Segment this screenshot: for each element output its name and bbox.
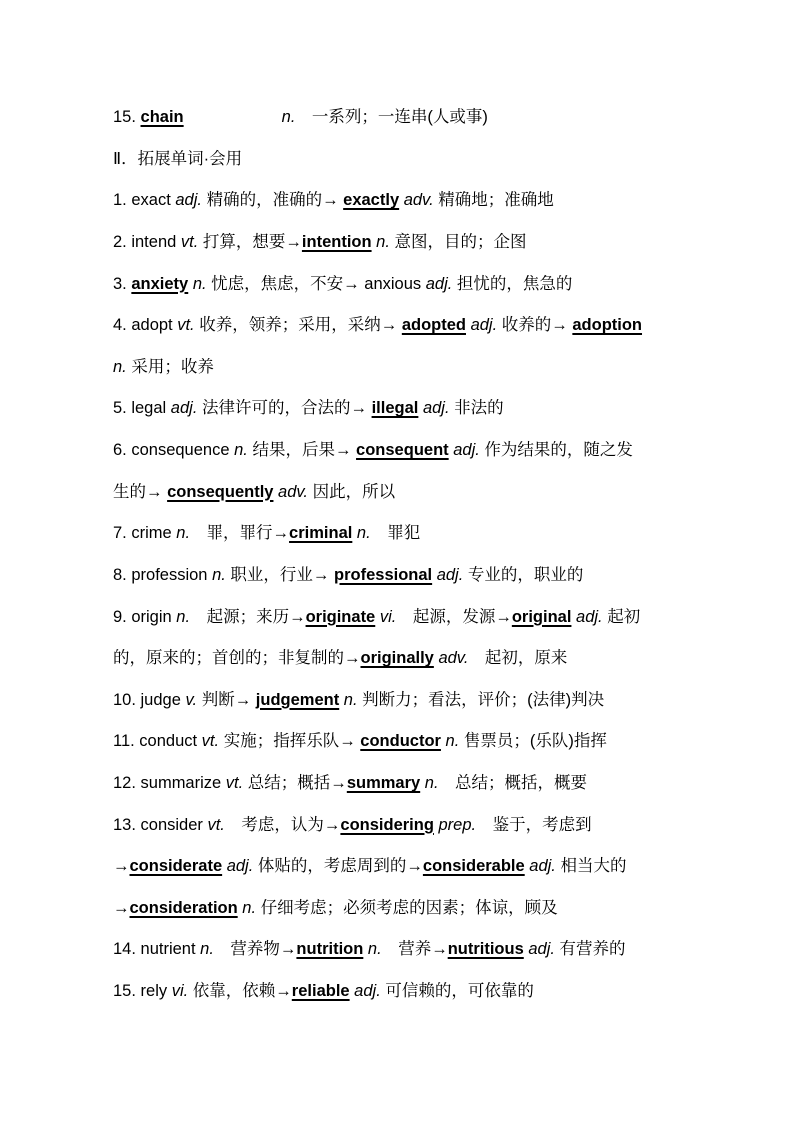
entry-text: 精确的，准确的→ xyxy=(201,191,344,210)
entry-text: 起初，原来 xyxy=(468,649,568,668)
entry-text: 3. xyxy=(113,274,132,293)
entry-text: 7. crime xyxy=(113,524,172,543)
vocab-entry-list xyxy=(113,180,773,1012)
part-of-speech: n. xyxy=(229,441,248,460)
vocab-line xyxy=(113,305,773,347)
entry-text: 依靠，依赖→ xyxy=(188,981,292,1000)
vocab-line xyxy=(113,971,773,1013)
part-of-speech: adj. xyxy=(524,857,556,876)
entry-text: 有营养的 xyxy=(554,940,626,959)
answer-word: anxiety xyxy=(131,274,189,293)
answer-word: consequent xyxy=(356,441,449,460)
part-of-speech: n. xyxy=(207,565,226,584)
entry-text: 职业，行业→ xyxy=(225,565,335,584)
vocab-entry xyxy=(113,805,773,930)
entry-text: 判断→ xyxy=(197,690,256,709)
vocab-line xyxy=(113,846,773,888)
entry-text: → xyxy=(113,898,130,917)
entry-text: 的，原来的；首创的；非复制的→ xyxy=(113,649,361,668)
entry-text: 采用；收养 xyxy=(126,357,214,376)
answer-word: chain xyxy=(140,108,184,127)
entry-text: 忧虑，焦虑，不安→ anxious xyxy=(206,274,422,293)
entry-text: 判断力；看法，评价；(法律)判决 xyxy=(357,690,605,709)
entry-text: 非法的 xyxy=(449,399,504,418)
part-of-speech: n. xyxy=(440,732,460,751)
vocab-entry xyxy=(113,430,773,513)
vocab-entry xyxy=(113,222,773,264)
part-of-speech: n. xyxy=(113,357,127,376)
vocab-line xyxy=(113,513,773,555)
entry-text: 一系列；一连串(人或事) xyxy=(295,108,488,127)
part-of-speech: n. xyxy=(237,898,257,917)
part-of-speech: adj. xyxy=(418,399,450,418)
vocab-line xyxy=(113,347,773,389)
vocab-entry xyxy=(113,680,773,722)
part-of-speech: adj. xyxy=(222,857,254,876)
answer-word: originate xyxy=(305,607,376,626)
part-of-speech: n. xyxy=(352,524,371,543)
vocab-entry xyxy=(113,555,773,597)
answer-word: judgement xyxy=(255,690,340,709)
entry-text: 可信赖的，可依靠的 xyxy=(380,981,534,1000)
part-of-speech: adj. xyxy=(349,981,381,1000)
entry-text: 1. exact xyxy=(113,191,171,210)
entry-text: 9. origin xyxy=(113,607,172,626)
answer-word: exactly xyxy=(343,191,400,210)
part-of-speech: prep. xyxy=(433,815,477,834)
entry-text: 总结；概括→ xyxy=(243,773,347,792)
entry-text: 考虑，认为→ xyxy=(224,815,341,834)
answer-word: conductor xyxy=(360,732,441,751)
part-of-speech: n. xyxy=(420,773,439,792)
entry-text: 收养，领养；采用，采纳→ xyxy=(194,316,402,335)
vocab-line xyxy=(113,472,773,514)
part-of-speech: adj. xyxy=(448,441,480,460)
entry-text: 结果，后果→ xyxy=(247,441,357,460)
vocab-line xyxy=(113,638,773,680)
entry-text: 营养物→ xyxy=(213,940,297,959)
vocab-line xyxy=(113,555,773,597)
vocab-line xyxy=(113,929,773,971)
vocab-line xyxy=(113,222,773,264)
answer-word: adopted xyxy=(401,316,466,335)
entry-text: 11. conduct xyxy=(113,732,198,751)
answer-word: considerate xyxy=(129,857,223,876)
entry-text: 12. summarize xyxy=(113,773,222,792)
vocab-line xyxy=(113,888,773,930)
part-of-speech: adv. xyxy=(273,482,308,501)
vocab-line xyxy=(113,388,773,430)
entry-text: 14. nutrient xyxy=(113,940,196,959)
vocab-line xyxy=(113,597,773,639)
entry-text: 鉴于，考虑到 xyxy=(476,815,592,834)
answer-word: considering xyxy=(340,815,434,834)
entry-text: 起初 xyxy=(602,607,641,626)
vocab-line xyxy=(113,680,773,722)
entry-text: 10. judge xyxy=(113,690,181,709)
entry-text: → xyxy=(113,857,130,876)
vocab-entry xyxy=(113,97,773,139)
entry-text: 售票员；(乐队)指挥 xyxy=(459,732,607,751)
answer-word: professional xyxy=(334,565,433,584)
part-of-speech: n. xyxy=(339,690,358,709)
vocabulary-content xyxy=(113,97,773,1012)
answer-word: consideration xyxy=(129,898,238,917)
part-of-speech: n. xyxy=(171,524,191,543)
entry-text: 总结；概括，概要 xyxy=(438,773,588,792)
part-of-speech: v. xyxy=(180,690,198,709)
entry-text: 5. legal xyxy=(113,399,167,418)
answer-word: nutritious xyxy=(447,940,524,959)
answer-word: adoption xyxy=(572,316,643,335)
part-of-speech: n. xyxy=(171,607,191,626)
vocab-entry xyxy=(113,388,773,430)
entry-text: 营养→ xyxy=(381,940,448,959)
answer-word: illegal xyxy=(371,399,419,418)
answer-word: summary xyxy=(346,773,421,792)
part-of-speech: adj. xyxy=(571,607,603,626)
part-of-speech: adj. xyxy=(170,191,202,210)
vocab-entry xyxy=(113,721,773,763)
answer-word: criminal xyxy=(289,524,353,543)
entry-text: 担忧的，焦急的 xyxy=(452,274,573,293)
entry-text: 起源；来历→ xyxy=(190,607,306,626)
vocab-entry xyxy=(113,971,773,1013)
entry-text: 相当大的 xyxy=(555,857,627,876)
part-of-speech: vt. xyxy=(202,815,225,834)
entry-text: 15. rely xyxy=(113,981,168,1000)
part-of-speech: vt. xyxy=(172,316,195,335)
part-of-speech: n. xyxy=(371,233,390,252)
part-of-speech: n. xyxy=(195,940,214,959)
vocab-line xyxy=(113,180,773,222)
part-of-speech: vi. xyxy=(167,981,189,1000)
entry-text: 起源，发源→ xyxy=(396,607,512,626)
answer-word: reliable xyxy=(291,981,350,1000)
entry-text: 意图，目的；企图 xyxy=(389,233,527,252)
vocab-line xyxy=(113,763,773,805)
part-of-speech: adv. xyxy=(433,649,469,668)
part-of-speech: adj. xyxy=(523,940,555,959)
answer-word: consequently xyxy=(167,482,274,501)
vocab-entry xyxy=(113,264,773,306)
part-of-speech: adv. xyxy=(399,191,434,210)
answer-word: considerable xyxy=(422,857,525,876)
vocab-line xyxy=(113,264,773,306)
part-of-speech: n. xyxy=(188,274,207,293)
entry-text: 作为结果的，随之发 xyxy=(479,441,633,460)
entry-text: 生的→ xyxy=(113,482,168,501)
answer-word: nutrition xyxy=(296,940,364,959)
part-of-speech: n. xyxy=(363,940,382,959)
part-of-speech: adj. xyxy=(432,565,464,584)
vocab-entry xyxy=(113,763,773,805)
vocab-entry xyxy=(113,305,773,388)
section-heading: Ⅱ．拓展单词·会用 xyxy=(113,149,243,168)
entry-text: 15. xyxy=(113,108,141,127)
entry-text: 实施；指挥乐队→ xyxy=(219,732,361,751)
entry-text: 6. consequence xyxy=(113,441,230,460)
entry-text: 罪犯 xyxy=(370,524,421,543)
answer-word: originally xyxy=(360,649,434,668)
entry-text: 2. intend xyxy=(113,233,177,252)
vocab-line xyxy=(113,430,773,472)
entry-text: 8. profession xyxy=(113,565,208,584)
answer-word: intention xyxy=(301,233,372,252)
entry-text: 13. consider xyxy=(113,815,203,834)
entry-text: 法律许可的，合法的→ xyxy=(197,399,372,418)
part-of-speech: adj. xyxy=(421,274,453,293)
entry-text: 罪，罪行→ xyxy=(190,524,290,543)
part-of-speech: adj. xyxy=(166,399,198,418)
entry-text: 收养的→ xyxy=(497,316,573,335)
entry-text: 4. adopt xyxy=(113,316,173,335)
part-of-speech: vt. xyxy=(197,732,220,751)
part-of-speech: n. xyxy=(281,108,296,127)
entry-text: 精确地；准确地 xyxy=(433,191,554,210)
entry-text: 打算，想要→ xyxy=(198,233,302,252)
part-of-speech: vi. xyxy=(375,607,397,626)
vocab-entry xyxy=(113,180,773,222)
vocab-line xyxy=(113,97,773,139)
vocab-entry xyxy=(113,597,773,680)
entry-text: 因此，所以 xyxy=(308,482,396,501)
vocab-entry xyxy=(113,513,773,555)
part-of-speech: vt. xyxy=(221,773,244,792)
vocab-line xyxy=(113,721,773,763)
part-of-speech: vt. xyxy=(176,233,199,252)
answer-word: original xyxy=(511,607,572,626)
entry-text: 仔细考虑；必须考虑的因素；体谅，顾及 xyxy=(256,898,558,917)
entry-text: 专业的，职业的 xyxy=(463,565,584,584)
part-of-speech: adj. xyxy=(466,316,498,335)
entry-text: 体贴的，考虑周到的→ xyxy=(253,857,423,876)
vocab-entry xyxy=(113,929,773,971)
vocab-line xyxy=(113,805,773,847)
